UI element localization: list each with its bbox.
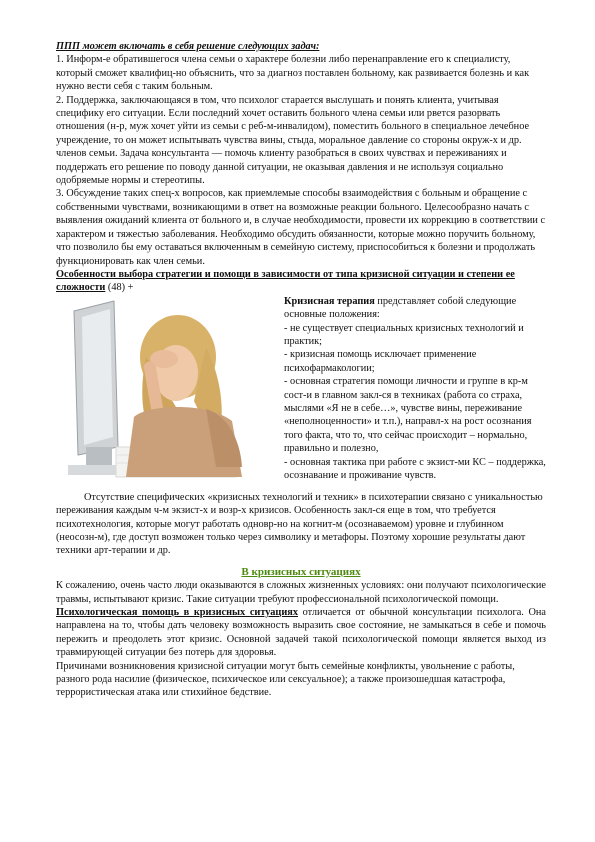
crisis-term: Кризисная терапия — [284, 295, 375, 307]
paragraph-regret: К сожалению, очень часто люди оказываются в сложных жизненных условиях: они получают психологические травмы, испытывают кризис. Такие ситуации требуют профессиональной психологической помощи. — [56, 580, 546, 605]
crisis-point-2: - кризисная помощь исключает применение психофармакологии; — [284, 349, 477, 374]
paragraph-absence: Отсутствие специфических «кризисных технологий и техник» в психотерапии связано с уникальностью переживания каждым ч-м экзист-х и возр-х кризисов. Особенность закл-ся еще в том, что требуется психотехнология, которые могут работать одновр-но на когнит-м (осознаваемом) уровне и глубинном (неосозн-м), где доступ возможен только через символику и метафоры. Поэтому хорошие результаты дают техники арт-терапии и др. — [56, 491, 543, 557]
woman-at-computer-photo — [56, 297, 274, 487]
list-item-2: 2. Поддержка, заключающаяся в том, что психолог старается выслушать и понять клиента, учитывая специфику его ситуации. Если последний хочет оставить больного члена семьи или рвется разорвать отношения (н-р, муж хочет уйти из семьи с реб-м-инвалидом), поместить больного в специальное лечебное учреждение, то он может испытывать чувства вины, стыда, моральное давление со стороны окруж-х и др. членов семьи. Задача консультанта — помочь клиенту разобраться в своих чувствах и переживаниях и поддержать его решение по поводу данной ситуации, не оказывая давления и не используя социально одобряемые нормы и стереотипы. — [56, 94, 530, 187]
section2-heading — [56, 268, 546, 295]
help-text: отличается от обычной консультации психолога. Она направлена на то, чтобы дать человеку возможность выразить свое состояние, не замыкаться в себе и помочь пережить и преодолеть этот кризис. Основной задачей такой психологической помощи является выход из травмирующей ситуации без потерь для здоровья. — [56, 606, 546, 659]
document-page — [56, 40, 546, 700]
section3-heading: В кризисных ситуациях — [241, 565, 361, 578]
crisis-point-4: - основная тактика при работе с экзист-ми КС – поддержка, осознавание и проживание чувств. — [284, 456, 546, 481]
section-heading: ППП может включать в себя решение следующих задач: — [56, 41, 320, 52]
paragraph-help — [56, 606, 546, 660]
paragraph-causes: Причинами возникновения кризисной ситуации могут быть семейные конфликты, увольнение с работы, разного рода насилие (физическое, психическое или сексуальное); а также произошедшая катастрофа, террористическая атака или стихийное бедствие. — [56, 660, 515, 699]
crisis-point-3: - основная стратегия помощи личности и группе в кр-м сост-и в главном закл-ся в техниках (работа со страха, мыслями «Я не в себе…», чувстве вины, переживание «неполноценности» и т.п.), направл-х на рост осознания того факта, что то, что сейчас происходит – нормально, правильно и полезно, — [284, 376, 532, 455]
help-term: Психологическая помощь в кризисных ситуациях — [56, 606, 298, 618]
crisis-intro-text: представляет собой следующие основные положения: — [284, 295, 517, 321]
list-item-1: 1. Информ-е обратившегося члена семьи о характере болезни либо перенаправление его к специалисту, который сможет квалифиц-но объяснить, что за диагноз поставлен больному, как развивается болезнь и как нужно вести себя с таким больным. — [56, 54, 530, 93]
section2-suffix: (48) + — [105, 282, 134, 294]
crisis-point-1: - не существует специальных кризисных технологий и практик; — [284, 322, 524, 347]
section2-title: Особенности выбора стратегии и помощи в зависимости от типа кризисной ситуации и степени ее сложности — [56, 268, 515, 294]
list-item-3: 3. Обсуждение таких спец-х вопросов, как приемлемые способы взаимодействия с больным и обращение с собственными чувствами, возникающими в ответ на возможные реакции больного. Целесообразно начать с выявления ожиданий клиента от больного и, в случае необходимости, провести их коррекцию в соответствии с характером и тяжестью заболевания. Необходимо обсудить обязанности, которые можно поручить больному, что позволило бы ему оставаться включенным в семейную систему, приспособиться к болезни и продолжать функционировать как член семьи. — [56, 188, 546, 267]
